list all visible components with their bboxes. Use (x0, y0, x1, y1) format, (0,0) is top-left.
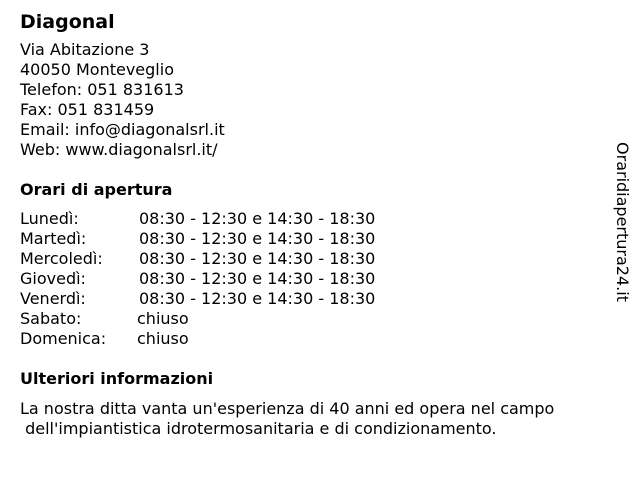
hours-row-tuesday (20, 229, 610, 249)
time-value: chiuso (137, 329, 189, 348)
day-label: Sabato: (20, 309, 82, 328)
phone-line: Telefon: 051 831613 (20, 80, 184, 99)
hours-row-wednesday (20, 249, 610, 269)
contact-block (20, 40, 610, 160)
day-label: Mercoledì: (20, 249, 103, 268)
website-line: Web: www.diagonalsrl.it/ (20, 140, 218, 159)
day-label: Venerdì: (20, 289, 86, 308)
day-label: Domenica: (20, 329, 107, 348)
hours-row-sunday (20, 329, 610, 349)
business-name: Diagonal (20, 11, 115, 33)
day-label: Giovedì: (20, 269, 86, 288)
hours-row-friday (20, 289, 610, 309)
business-card (20, 10, 610, 439)
email-line: Email: info@diagonalsrl.it (20, 120, 225, 139)
fax-line: Fax: 051 831459 (20, 100, 155, 119)
street-address: Via Abitazione 3 (20, 40, 150, 59)
postal-city: 40050 Monteveglio (20, 60, 174, 79)
time-value: 08:30 - 12:30 e 14:30 - 18:30 (139, 289, 376, 308)
time-value: 08:30 - 12:30 e 14:30 - 18:30 (139, 269, 376, 288)
day-label: Martedì: (20, 229, 87, 248)
additional-info-heading: Ulteriori informazioni (20, 369, 214, 388)
time-value: 08:30 - 12:30 e 14:30 - 18:30 (139, 209, 376, 228)
hours-row-monday (20, 209, 610, 229)
hours-row-saturday (20, 309, 610, 329)
additional-info-text: La nostra ditta vanta un'esperienza di 40 anni ed opera nel campo dell'impiantistica idrotermosanitaria e di condizionamento. (20, 399, 555, 438)
opening-hours-table (20, 209, 610, 349)
brand-watermark: Oraridiapertura24.it (613, 142, 632, 302)
opening-hours-heading: Orari di apertura (20, 180, 173, 199)
time-value: 08:30 - 12:30 e 14:30 - 18:30 (139, 249, 376, 268)
time-value: chiuso (137, 309, 189, 328)
hours-row-thursday (20, 269, 610, 289)
time-value: 08:30 - 12:30 e 14:30 - 18:30 (139, 229, 376, 248)
day-label: Lunedì: (20, 209, 79, 228)
